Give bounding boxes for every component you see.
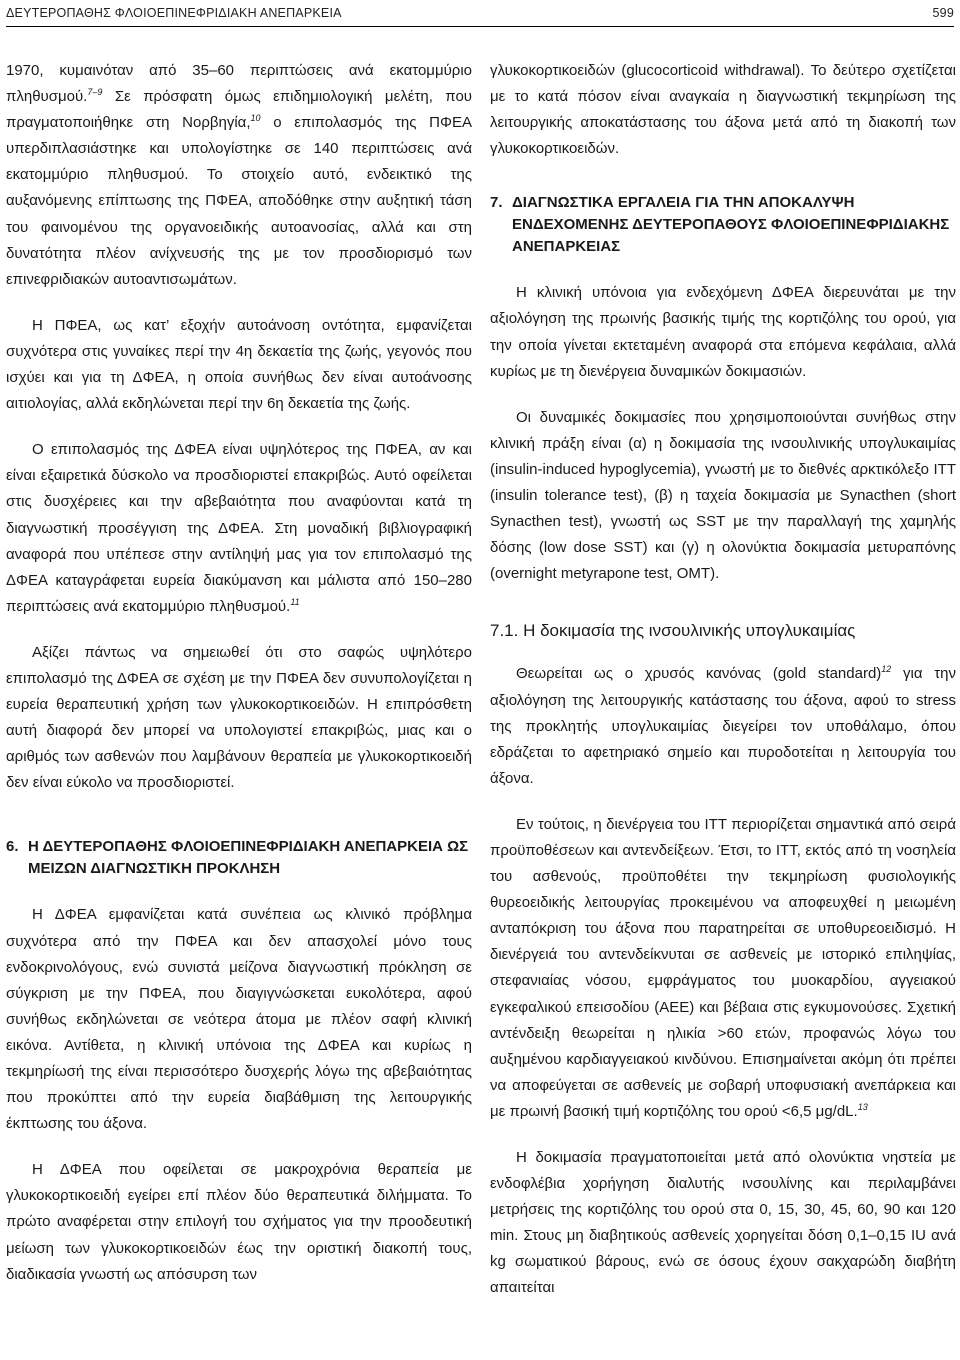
subsection-heading: 7.1. Η δοκιμασία της ινσουλινικής υπογλυκαιμίας <box>490 621 856 641</box>
paragraph-text: Ο επιπολασμός της ΔΦΕΑ είναι υψηλότερος της ΠΦΕΑ, αν και είναι εξαιρετικά δύσκολο να προσδιοριστεί επακριβώς. Αυτό οφείλεται στις δυσχέρειες και την αβεβαιότητα που αναφύονται κατά τη διαγνωστική προσέγγιση της ΔΦΕΑ. Στη μοναδική βιβλιογραφική αναφορά που υπέπεσε στην αντίληψή μας για τον επιπολασμό της ΔΦΕΑ καταγράφεται ευρεία διακύμανση και μάλιστα από 150‒280 περιπτώσεις ανά εκατομμύριο πληθυσμού. <box>6 441 472 615</box>
section-title: Η ΔΕΥΤΕΡΟΠΑΘΗΣ ΦΛΟΙΟΕΠΙΝΕΦΡΙΔΙΑΚΗ ΑΝΕΠΑΡΚΕΙΑ ΩΣ ΜΕΙΖΩΝ ΔΙΑΓΝΩΣΤΙΚΗ ΠΡΟΚΛΗΣΗ <box>28 838 469 878</box>
section-heading <box>490 192 956 258</box>
paragraph-text: Σε πρόσφατη όμως επιδημιολογική μελέτη, που πραγματοποιήθηκε στη Νορβηγία, <box>6 88 472 132</box>
paragraph: Η κλινική υπόνοια για ενδεχόμενη ΔΦΕΑ διερευνάται με την αξιολόγηση της πρωινής βασικής τιμής της κορτιζόλης του ορού, για την οποία γίνεται εκτεταμένη αναφορά στα επόμενα κεφάλαια, αλλά κυρίως με τη διενέργεια δυναμικών δοκιμασιών. <box>490 284 956 380</box>
paragraph-text: για την αξιολόγηση της λειτουργικής κατάστασης του άξονα, αφού το stress της προκλητής υπογλυκαιμίας διεγείρει τον υποθάλαμο, όπου εδράζεται το αφετηριακό σημείο και πυροδοτείται η λειτουργία του άξονα. <box>490 665 956 787</box>
paragraph: Οι δυναμικές δοκιμασίες που χρησιμοποιούνται συνήθως στην κλινική πράξη είναι (α) η δοκιμασία της ινσουλινικής υπογλυκαιμίας (insulin-induced hypoglycemia), γνωστή με το διεθνές αρκτικόλεξο ITT (insulin tolerance test), (β) η ταχεία δοκιμασία με Synacthen (short Synacthen test), γνωστή ως SST με την παραλλαγή της χαμηλής δόσης (low dose SST) και (γ) η ολονύκτια δοκιμασία μετυραπόνης (overnight metyrapone test, OMT). <box>490 408 956 583</box>
paragraph: Η ΔΦΕΑ που οφείλεται σε μακροχρόνια θεραπεία με γλυκοκορτικοειδή εγείρει επί πλέον δύο θεραπευτικά διλήμματα. Το πρώτο αναφέρεται στην επιλογή του σχήματος για την προοδευτική μείωση των γλυκοκορτικοειδών έως την οριστική διακοπή τους, διαδικασία γνωστή ως απόσυρση των <box>6 1161 472 1283</box>
left-column <box>6 58 472 1354</box>
running-header <box>6 0 954 26</box>
paragraph: γλυκοκορτικοειδών (glucocorticoid withdrawal). Το δεύτερο σχετίζεται με το κατά πόσον είναι αναγκαία η διαγνωστική τεκμηρίωση της λειτουργικής αποκατάστασης του άξονα μετά από τη διακοπή των γλυκοκορτικοειδών. <box>490 62 956 158</box>
running-title: ΔΕΥΤΕΡΟΠΑΘΗΣ ΦΛΟΙΟΕΠΙΝΕΦΡΙΔΙΑΚΗ ΑΝΕΠΑΡΚΕΙΑ <box>6 6 342 20</box>
paragraph: Αξίζει πάντως να σημειωθεί ότι στο σαφώς υψηλότερο επιπολασμό της ΔΦΕΑ σε σχέση με την ΠΦΕΑ δεν συνυπολογίζεται η ευρεία θεραπευτική χρήση των γλυκοκορτικοειδών. Η επιπρόσθετη αυτή διαφορά δεν μπορεί να υπολογιστεί επακριβώς, μιας και ο αριθμός των ασθενών που λαμβάνουν θεραπεία με γλυκοκορτικοειδή δεν είναι εύκολο να προσδιοριστεί. <box>6 643 472 792</box>
right-column <box>490 58 956 1354</box>
paragraph: Η ΔΦΕΑ εμφανίζεται κατά συνέπεια ως κλινικό πρόβλημα συχνότερα από την ΠΦΕΑ και δεν απασχολεί μόνο τους ενδοκρινολόγους, ενώ συνιστά μείζονα διαγνωστική πρόκληση σε σύγκριση με την ΠΦΕΑ, που διαγιγνώσκεται ευκολότερα, αφού συνήθως εκδηλώνεται σε νεότερα άτομα με πλέον σαφή κλινική εικόνα. Αντίθετα, η κλινική υπόνοια της ΔΦΕΑ και κυρίως η τεκμηρίωσή της είναι περισσότερο δυσχερής λόγω της αβεβαιότητας που προκύπτει από την ευρεία διαβάθμιση της λειτουργικής έκπτωσης του άξονα. <box>6 906 472 1133</box>
paragraph-text: 1970, κυμαινόταν από 35‒60 περιπτώσεις ανά εκατομμύριο πληθυσμού. <box>6 62 472 106</box>
paragraph <box>6 58 472 293</box>
citation: 10 <box>250 113 261 124</box>
section-title: ΔΙΑΓΝΩΣΤΙΚΑ ΕΡΓΑΛΕΙΑ ΓΙΑ ΤΗΝ ΑΠΟΚΑΛΥΨΗ ΕΝΔΕΧΟΜΕΝΗΣ ΔΕΥΤΕΡΟΠΑΘΟΥΣ ΦΛΟΙΟΕΠΙΝΕΦΡΙΔΙΑΚΗΣ ΑΝΕΠΑΡΚΕΙΑΣ <box>512 194 950 256</box>
paragraph <box>490 661 956 791</box>
paragraph: Η δοκιμασία πραγματοποιείται μετά από ολονύκτια νηστεία με ενδοφλέβια χορήγηση διαλυτής ινσουλίνης και περιλαμβάνει μετρήσεις της κορτιζόλης του ορού στα 0, 15, 30, 45, 60, 90 και 120 min. Στους μη διαβητικούς ασθενείς χορηγείται δόση 0,1‒0,15 IU ανά kg σωματικού βάρους, ενώ σε όσους έχουν σακχαρώδη διαβήτη απαιτείται <box>490 1149 956 1297</box>
citation: 11 <box>290 596 300 607</box>
paragraph <box>6 437 472 620</box>
citation: 13 <box>857 1101 868 1112</box>
paragraph-text: Θεωρείται ως ο χρυσός κανόνας (gold standard) <box>516 665 882 683</box>
paragraph-text: Εν τούτοις, η διενέργεια του ITT περιορίζεται σημαντικά από σειρά προϋποθέσεων και αντενδείξεων. Έτσι, το ITT, εκτός από τη νοσηλεία του ασθενούς, προϋποθέτει την τεκμηρίωση φυσιολογικής θυρεοειδικής λειτουργίας προκειμένου να αποφευχθεί η μειωμένη ανταπόκριση του άξονα που παρατηρείται σε υποθυρεοειδισμό. Η διενέργειά του αντενδείκνυται σε ασθενείς με ιστορικό επιληψίας, στεφανιαίας νόσου, εμφράγματος του μυοκαρδίου, αγγειακού εγκεφαλικού επεισοδίου (ΑΕΕ) και βέβαια στις εγκυμονούσες. Σχετική αντένδειξη θεωρείται η ηλικία >60 ετών, προφανώς λόγω του αυξημένου καρδιαγγειακού κινδύνου. Επισημαίνεται ακόμη ότι πρέπει να αποφεύγεται σε ασθενείς με σοβαρή υποφυσιακή ανεπάρκεια και με πρωινή βασική τιμή κορτιζόλης του ορού <6,5 μg/dL. <box>490 815 956 1120</box>
page-number: 599 <box>932 6 954 20</box>
section-number: 6. <box>6 838 19 856</box>
paragraph <box>490 812 956 1125</box>
section-number: 7. <box>490 194 503 212</box>
paragraph-text: ο επιπολασμός της ΠΦΕΑ υπερδιπλασιάστηκε και υπολογίστηκε σε 140 περιπτώσεις ανά εκατομμύριο πληθυσμού. Το στοιχείο αυτό, ενδεικτικό της αυξανόμενης επίπτωσης της ΠΦΕΑ, αποδόθηκε στην αυξητική τάση του φαινομένου της οργανοειδικής αυτοανοσίας, αλλά και στη δυνατότητα πλέον ανίχνευσής της με τον προσδιορισμό των επινεφριδιακών αυτοαντισωμάτων. <box>6 114 472 288</box>
citation: 7‒9 <box>87 87 103 98</box>
header-rule <box>6 26 954 27</box>
section-heading <box>6 836 472 880</box>
paragraph: Η ΠΦΕΑ, ως κατ’ εξοχήν αυτοάνοση οντότητα, εμφανίζεται συχνότερα στις γυναίκες περί την 4η δεκαετία της ζωής, γεγονός που ισχύει και για τη ΔΦΕΑ, η οποία συνήθως δεν είναι αυτοάνοσης αιτιολογίας, αλλά εκδηλώνεται περί την 6η δεκαετία της ζωής. <box>6 316 472 413</box>
citation: 12 <box>881 664 892 675</box>
